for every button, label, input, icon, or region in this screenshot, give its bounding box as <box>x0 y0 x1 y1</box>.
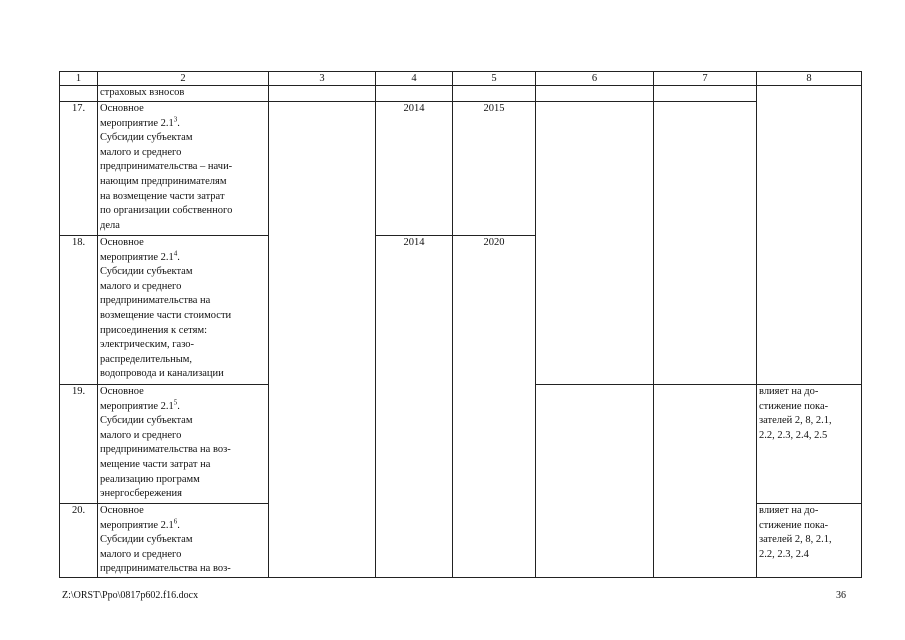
indicator-line: влияет на до- <box>759 505 819 516</box>
indicator-line: зателей 2, 8, 2.1, <box>759 415 832 427</box>
description-line: Основное <box>100 237 144 248</box>
end-year: 2020 <box>453 236 536 578</box>
row-description <box>98 385 269 504</box>
header-cell: 6 <box>536 72 654 86</box>
description-line: Основное <box>100 505 144 516</box>
start-year: 2014 <box>376 236 453 578</box>
description-line: электрическим, газо- <box>100 339 195 351</box>
indicator-line: стижение пока- <box>759 519 829 531</box>
table-row <box>60 86 862 102</box>
indicator-line: 2.2, 2.3, 2.4 <box>759 548 809 560</box>
description-line: мещение части затрат на <box>100 458 211 470</box>
description-line: малого и среднего <box>100 146 182 158</box>
indicator-cell-empty <box>757 86 862 385</box>
footnote-marker: 3 <box>173 115 178 124</box>
num-cell <box>60 86 98 102</box>
description-line: предпринимательства на воз- <box>100 444 231 456</box>
indicator-cell <box>757 504 862 578</box>
description-line: предпринимательства на воз- <box>100 563 231 575</box>
footer-file-path: Z:\ORST\Ppo\0817p602.f16.docx <box>62 590 199 601</box>
cell-col6 <box>536 385 654 578</box>
cell-col7 <box>654 86 757 102</box>
cell-col7 <box>654 102 757 385</box>
row-description <box>98 102 269 236</box>
row-description <box>98 504 269 578</box>
header-cell: 2 <box>98 72 269 86</box>
cell-col3 <box>269 86 376 102</box>
program-table <box>59 71 862 578</box>
indicator-cell <box>757 385 862 504</box>
description-line: на возмещение части затрат <box>100 190 225 202</box>
row-number: 20. <box>60 504 98 578</box>
footnote-marker: 4 <box>173 249 178 258</box>
description-line: малого и среднего <box>100 280 182 292</box>
row-number: 18. <box>60 236 98 385</box>
description-line: Основное <box>100 386 144 397</box>
description-line: мероприятие $2.1^5$. <box>100 398 180 412</box>
indicator-line: 2.2, 2.3, 2.4, 2.5 <box>759 429 828 441</box>
cell-col5 <box>453 86 536 102</box>
cell-col6 <box>536 102 654 385</box>
description-line: мероприятие $2.1^6$. <box>100 517 180 531</box>
description-line: Субсидии субъектам <box>100 266 193 278</box>
description-line: присоединения к сетям: <box>100 324 207 336</box>
row-number: 17. <box>60 102 98 236</box>
header-cell: 5 <box>453 72 536 86</box>
description-line: распределительным, <box>100 353 193 365</box>
footer-page-number: 36 <box>836 590 846 601</box>
indicator-line: зателей 2, 8, 2.1, <box>759 534 832 546</box>
description-line: энергосбережения <box>100 488 183 500</box>
description-line: нающим предпринимателям <box>100 175 227 187</box>
description-line: предпринимательства – начи- <box>100 161 233 173</box>
start-year: 2014 <box>376 102 453 236</box>
table-header-row <box>60 72 862 86</box>
description-line: мероприятие $2.1^3$. <box>100 115 180 129</box>
description-line: реализацию программ <box>100 473 200 485</box>
description-line: возмещение части стоимости <box>100 309 232 321</box>
description-line: дела <box>100 219 120 231</box>
description-line: по организации собственного <box>100 205 233 217</box>
table-row <box>60 102 862 236</box>
end-year: 2015 <box>453 102 536 236</box>
footnote-marker: 6 <box>173 517 178 526</box>
cell-col7 <box>654 385 757 578</box>
row-number: 19. <box>60 385 98 504</box>
description-line: малого и среднего <box>100 429 182 441</box>
description-line: Субсидии субъектам <box>100 534 193 546</box>
indicator-line: стижение пока- <box>759 400 829 412</box>
cell-col3 <box>269 102 376 578</box>
footnote-marker: 5 <box>173 398 178 407</box>
header-cell: 8 <box>757 72 862 86</box>
header-cell: 3 <box>269 72 376 86</box>
description-line: Основное <box>100 103 144 114</box>
description-line: предпринимательства на <box>100 295 211 307</box>
header-cell: 4 <box>376 72 453 86</box>
indicator-line: влияет на до- <box>759 386 819 397</box>
continuation-text: страховых взносов <box>98 86 269 102</box>
description-line: Субсидии субъектам <box>100 415 193 427</box>
header-cell: 7 <box>654 72 757 86</box>
cell-col4 <box>376 86 453 102</box>
description-line: Субсидии субъектам <box>100 132 193 144</box>
description-line: малого и среднего <box>100 548 182 560</box>
description-line: мероприятие $2.1^4$. <box>100 249 180 263</box>
row-description <box>98 236 269 385</box>
cell-col6 <box>536 86 654 102</box>
description-line: водопровода и канализации <box>100 368 224 380</box>
header-cell: 1 <box>60 72 98 86</box>
